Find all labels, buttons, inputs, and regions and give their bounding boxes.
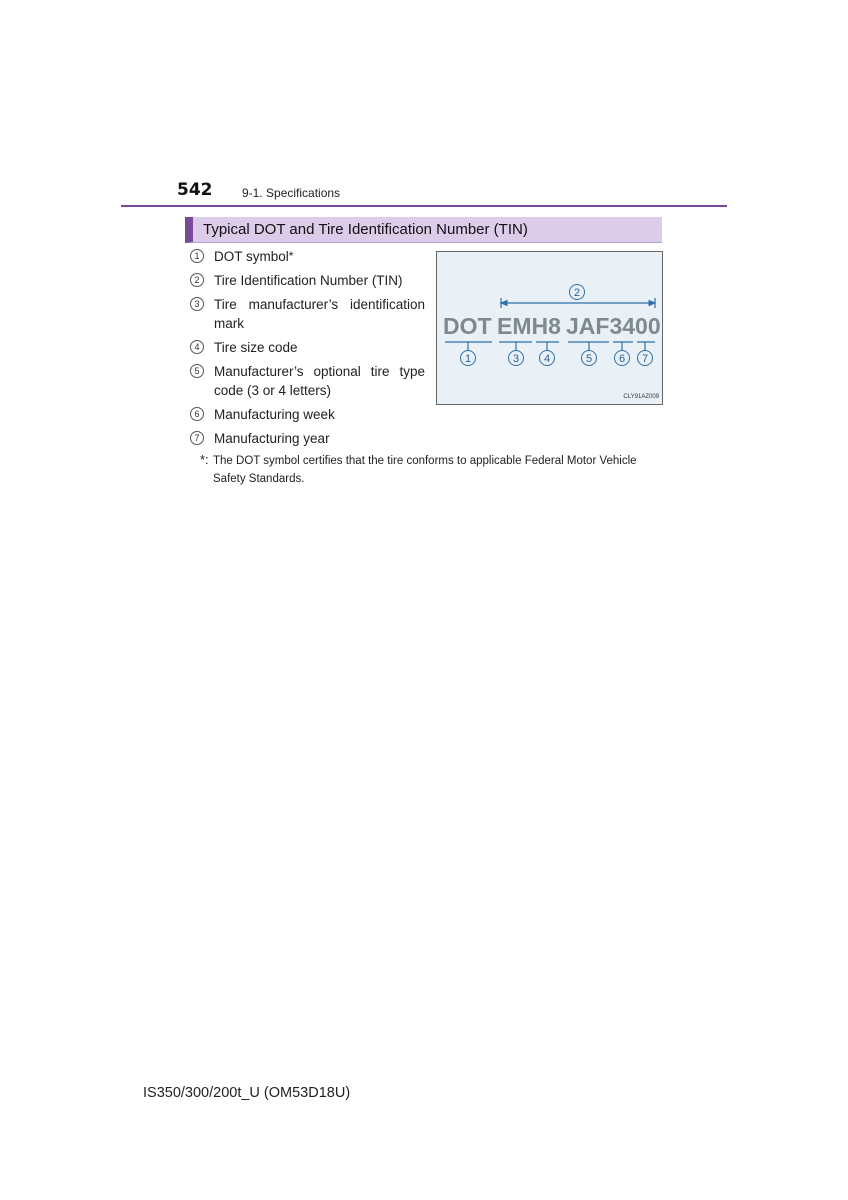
list-item — [190, 271, 425, 290]
item-text: Manufacturing year — [214, 431, 330, 446]
callout-4-label: 4 — [543, 353, 551, 365]
item-text: Manufacturing week — [214, 407, 335, 422]
list-item — [190, 338, 425, 357]
callout-6-label: 6 — [618, 353, 626, 365]
item-text: Tire manufacturer’s identification mark — [214, 297, 425, 331]
item-number: 1 — [190, 249, 204, 263]
item-number: 7 — [190, 431, 204, 445]
footnote-mark: *: — [200, 452, 209, 467]
dot-diagram-figure — [437, 252, 664, 406]
list-item — [190, 405, 425, 424]
footnote-star: * — [288, 249, 294, 263]
item-number: 2 — [190, 273, 204, 287]
diagram-code: CLY91AZ009 — [623, 394, 659, 400]
callout-5-label: 5 — [585, 353, 593, 365]
tin-part2-text: JAF3400 — [566, 313, 661, 339]
list-item — [190, 295, 425, 333]
item-number: 6 — [190, 407, 204, 421]
footnote — [200, 451, 665, 488]
footer-model-code: IS350/300/200t_U (OM53D18U) — [143, 1085, 351, 1101]
callout-7-label: 7 — [641, 353, 649, 365]
footnote-text: The DOT symbol certifies that the tire conforms to applicable Federal Motor Vehicle Safety Standards. — [213, 455, 637, 485]
item-list — [190, 247, 425, 453]
callout-1-label: 1 — [464, 353, 472, 365]
section-title: 9-1. Specifications — [242, 186, 341, 200]
page-number: 542 — [177, 180, 213, 200]
dot-text: DOT — [443, 313, 492, 339]
callout-2-label: 2 — [573, 287, 581, 299]
list-item — [190, 247, 425, 266]
item-text: Manufacturer’s optional tire type code (3 or 4 letters) — [214, 364, 425, 398]
item-number: 4 — [190, 340, 204, 354]
segment-lines — [445, 342, 655, 350]
item-number: 3 — [190, 297, 204, 311]
item-text: DOT symbol* — [214, 249, 294, 264]
dot-diagram — [436, 251, 663, 405]
item-number: 5 — [190, 364, 204, 378]
list-item — [190, 429, 425, 448]
callout-3-label: 3 — [512, 353, 520, 365]
heading-bar — [185, 217, 662, 243]
item-text: Tire size code — [214, 340, 298, 355]
list-item — [190, 362, 425, 400]
item-text: Tire Identification Number (TIN) — [214, 273, 403, 288]
tin-part1-text: EMH8 — [497, 313, 561, 339]
heading-text: Typical DOT and Tire Identification Number (TIN) — [203, 221, 528, 238]
header-rule — [121, 205, 727, 207]
